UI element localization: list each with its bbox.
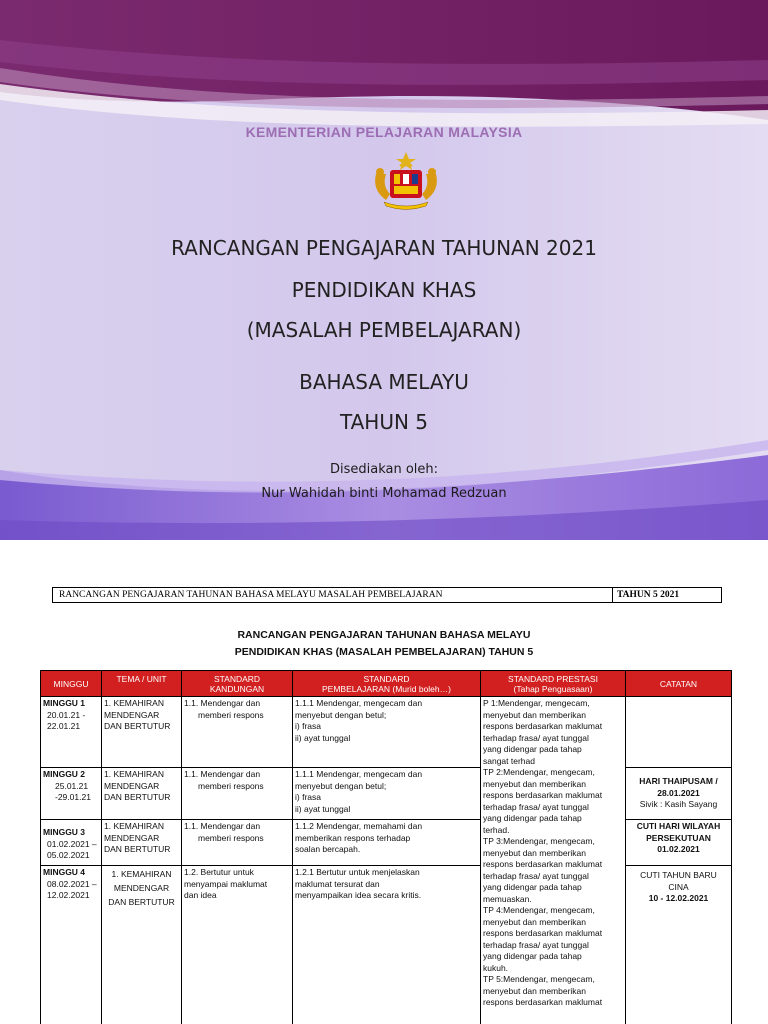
- prestasi-line: terhadap frasa/ ayat tunggal: [483, 870, 589, 881]
- prestasi-line: terhadap frasa/ ayat tunggal: [483, 801, 589, 812]
- cover-title-line-1: RANCANGAN PENGAJARAN TAHUNAN 2021: [171, 236, 597, 260]
- pembelajaran-cell: 1.2.1 Bertutur untuk menjelaskan maklumat tersurat dan menyampaikan idea secara kritis.: [293, 866, 481, 1024]
- document-header-year: TAHUN 5 2021: [617, 590, 680, 600]
- prestasi-line: menyebut dan memberikan: [483, 709, 587, 720]
- prestasi-line: P 1:Mendengar, mengecam,: [483, 698, 590, 708]
- col-header-kandungan: STANDARD KANDUNGAN: [182, 671, 293, 697]
- cover-subject: BAHASA MELAYU: [299, 370, 469, 394]
- rpt-table: [40, 670, 732, 1024]
- prestasi-line: yang didengar pada tahap: [483, 744, 582, 754]
- document-title-line-2: PENDIDIKAN KHAS (MASALAH PEMBELAJARAN) TAHUN 5: [234, 646, 534, 658]
- prepared-by-label: Disediakan oleh:: [329, 462, 439, 477]
- kandungan-cell: 1.2. Bertutur untuk menyampai maklumat dan idea: [182, 866, 293, 1024]
- prestasi-list: [483, 698, 623, 1009]
- cover-year: TAHUN 5: [339, 410, 429, 434]
- week-cell: MINGGU 2 25.01.21 -29.01.21: [41, 768, 102, 820]
- theme-cell: 1. KEMAHIRAN MENDENGAR DAN BERTUTUR: [102, 820, 182, 866]
- prestasi-line: terhadap frasa/ ayat tunggal: [483, 939, 589, 950]
- prestasi-line: respons berdasarkan maklumat: [483, 928, 603, 938]
- catatan-cell: CUTI TAHUN BARU CINA 10 - 12.02.2021: [626, 866, 732, 1024]
- pembelajaran-cell: 1.1.1 Mendengar, mengecam dan menyebut dengan betul; i) frasa ii) ayat tunggal: [293, 697, 481, 768]
- document-header-box: [52, 587, 722, 603]
- cover-title-line-2: PENDIDIKAN KHAS: [291, 278, 477, 302]
- prestasi-line: yang didengar pada tahap: [483, 813, 582, 823]
- catatan-cell: CUTI HARI WILAYAH PERSEKUTUAN 01.02.2021: [626, 820, 732, 866]
- prestasi-line: respons berdasarkan maklumat: [483, 790, 603, 800]
- table-row: [41, 866, 732, 1024]
- prestasi-line: TP 3:Mendengar, mengecam,: [483, 836, 595, 846]
- document-title-line-1: RANCANGAN PENGAJARAN TAHUNAN BAHASA MELAYU: [237, 629, 531, 641]
- prestasi-line: TP 2:Mendengar, mengecam,: [483, 767, 595, 777]
- ministry-name: KEMENTERIAN PELAJARAN MALAYSIA: [245, 124, 523, 140]
- theme-cell: 1. KEMAHIRAN MENDENGAR DAN BERTUTUR: [102, 768, 182, 820]
- kandungan-cell: 1.1. Mendengar dan memberi respons: [182, 697, 293, 768]
- col-header-pembelajaran: STANDARD PEMBELAJARAN (Murid boleh…): [293, 671, 481, 697]
- prestasi-line: yang didengar pada tahap: [483, 882, 582, 892]
- prestasi-line: respons berdasarkan maklumat: [483, 859, 603, 869]
- prestasi-line: respons berdasarkan maklumat: [483, 721, 603, 731]
- table-row: [41, 820, 732, 866]
- catatan-cell: [626, 697, 732, 768]
- prepared-by-name: Nur Wahidah binti Mohamad Redzuan: [261, 486, 507, 501]
- prestasi-cell: [481, 697, 626, 1024]
- prestasi-line: terhadap frasa/ ayat tunggal: [483, 732, 589, 743]
- prestasi-line: respons berdasarkan maklumat: [483, 997, 603, 1007]
- col-header-minggu: MINGGU: [41, 671, 102, 697]
- kandungan-cell: 1.1. Mendengar dan memberi respons: [182, 768, 293, 820]
- prestasi-line: menyebut dan memberikan: [483, 847, 587, 858]
- prestasi-line: yang didengar pada tahap: [483, 951, 582, 961]
- prestasi-line: menyebut dan memberikan: [483, 778, 587, 789]
- pembelajaran-cell: 1.1.1 Mendengar, mengecam dan menyebut dengan betul; i) frasa ii) ayat tunggal: [293, 768, 481, 820]
- week-cell: MINGGU 1 20.01.21 - 22.01.21: [41, 697, 102, 768]
- col-header-prestasi: STANDARD PRESTASI (Tahap Penguasaan): [481, 671, 626, 697]
- theme-cell: 1. KEMAHIRAN MENDENGAR DAN BERTUTUR: [102, 866, 182, 1024]
- document-header-title: RANCANGAN PENGAJARAN TAHUNAN BAHASA MELAYU MASALAH PEMBELAJARAN: [53, 588, 613, 602]
- prestasi-line: menyebut dan memberikan: [483, 985, 587, 996]
- prestasi-line: sangat terhad: [483, 755, 535, 766]
- prestasi-line: kukuh.: [483, 962, 509, 973]
- prestasi-line: menyebut dan memberikan: [483, 916, 587, 927]
- prestasi-line: TP 4:Mendengar, mengecam,: [483, 905, 595, 915]
- theme-cell: 1. KEMAHIRAN MENDENGAR DAN BERTUTUR: [102, 697, 182, 768]
- coat-of-arms-icon: [366, 150, 446, 212]
- col-header-catatan: CATATAN: [626, 671, 732, 697]
- catatan-cell: HARI THAIPUSAM / 28.01.2021 Sivik : Kasih Sayang: [626, 768, 732, 820]
- prestasi-line: TP 5:Mendengar, mengecam,: [483, 974, 595, 984]
- table-row: [41, 768, 732, 820]
- prestasi-line: memuaskan.: [483, 893, 532, 904]
- table-row: [41, 697, 732, 768]
- cover-title-line-3: (MASALAH PEMBELAJARAN): [246, 318, 522, 342]
- col-header-tema: TEMA / UNIT: [102, 671, 182, 697]
- prestasi-line: terhad.: [483, 824, 510, 835]
- pembelajaran-cell: 1.1.2 Mendengar, memahami dan memberikan respons terhadap soalan bercapah.: [293, 820, 481, 866]
- kandungan-cell: 1.1. Mendengar dan memberi respons: [182, 820, 293, 866]
- week-cell: MINGGU 3 01.02.2021 – 05.02.2021: [41, 820, 102, 866]
- week-cell: MINGGU 4 08.02.2021 – 12.02.2021: [41, 866, 102, 1024]
- table-header-row: [41, 671, 732, 697]
